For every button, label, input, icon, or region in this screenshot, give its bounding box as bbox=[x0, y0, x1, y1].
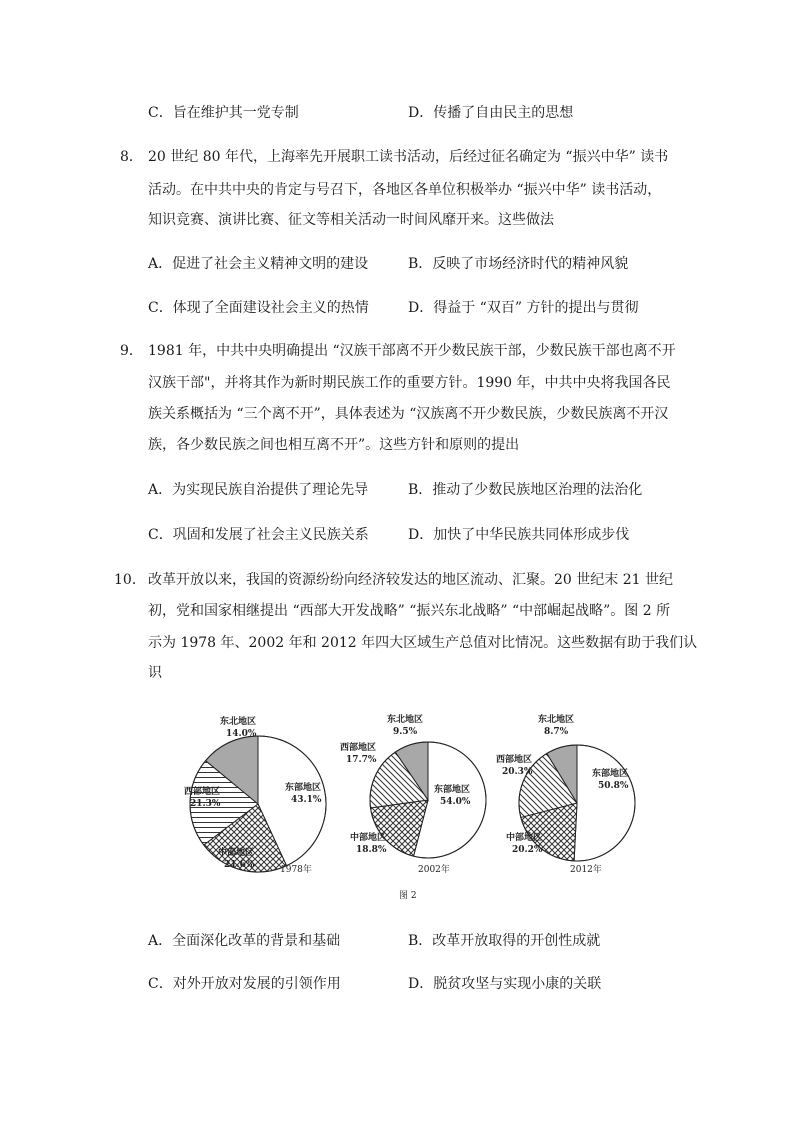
q8-option-c: C．体现了全面建设社会主义的热情 bbox=[148, 300, 369, 316]
pie-value-1978年-西部地区: 21.3% bbox=[190, 799, 221, 809]
q8-option-a: A．促进了社会主义精神文明的建设 bbox=[148, 256, 369, 272]
q8-stem-line-3: 知识竞赛、演讲比赛、征文等相关活动一时间风靡开来。这些做法 bbox=[148, 212, 554, 228]
pie-label-2012年-中部地区: 中部地区 bbox=[506, 833, 543, 843]
q9-option-c: C．巩固和发展了社会主义民族关系 bbox=[148, 527, 369, 543]
q10-option-a: A．全面深化改革的背景和基础 bbox=[148, 933, 341, 949]
regional-gdp-pie-charts bbox=[180, 700, 660, 910]
q9-stem-line-2: 汉族干部"，并将其作为新时期民族工作的重要方针。1990 年，中共中央将我国各民 bbox=[148, 375, 671, 391]
q7-option-c: C．旨在维护其一党专制 bbox=[148, 105, 299, 121]
pie-label-1978年-东部地区: 东部地区 bbox=[285, 783, 322, 793]
pie-value-1978年-中部地区: 21.6% bbox=[224, 860, 255, 870]
pie-label-2002年-东部地区: 东部地区 bbox=[434, 785, 471, 795]
pie-year-1978年: 1978年 bbox=[280, 865, 312, 875]
q10-option-b: B．改革开放取得的开创性成就 bbox=[408, 933, 601, 949]
q10-stem-line-4: 识 bbox=[148, 665, 162, 681]
pie-value-2002年-西部地区: 17.7% bbox=[346, 755, 377, 765]
q10-stem-line-3: 示为 1978 年、2002 年和 2012 年四大区域生产总值对比情况。这些数据有助于我们认 bbox=[148, 635, 698, 651]
q9-option-a: A．为实现民族自治提供了理论先导 bbox=[148, 482, 369, 498]
q8-option-d: D．得益于 “双百” 方针的提出与贯彻 bbox=[408, 300, 639, 316]
q9-stem-line-4: 族，各少数民族之间也相互离不开”。这些方针和原则的提出 bbox=[148, 437, 520, 453]
pie-value-1978年-东部地区: 43.1% bbox=[291, 795, 322, 805]
pie-year-2012年: 2012年 bbox=[570, 865, 602, 875]
q8-stem-line-1: 20 世纪 80 年代，上海率先开展职工读书活动，后经过征名确定为 “振兴中华” 读书 bbox=[148, 149, 669, 165]
q9-option-d: D．加快了中华民族共同体形成步伐 bbox=[408, 527, 630, 543]
pie-slice-2012年-东部地区 bbox=[574, 745, 635, 861]
pie-year-2002年: 2002年 bbox=[418, 865, 450, 875]
q8-number: 8． bbox=[120, 149, 143, 165]
pie-label-2002年-东北地区: 东北地区 bbox=[387, 715, 424, 725]
pie-label-2012年-东部地区: 东部地区 bbox=[592, 769, 629, 779]
pie-label-2012年-西部地区: 西部地区 bbox=[496, 755, 533, 765]
pie-value-2012年-东部地区: 50.8% bbox=[598, 781, 629, 791]
q10-option-c: C．对外开放对发展的引领作用 bbox=[148, 976, 341, 992]
q10-option-d: D．脱贫攻坚与实现小康的关联 bbox=[408, 976, 602, 992]
q10-number: 10． bbox=[114, 572, 146, 588]
q9-stem-line-1: 1981 年，中共中央明确提出 “汉族干部离不开少数民族干部，少数民族干部也离不开 bbox=[148, 343, 676, 359]
q9-stem-line-3: 族关系概括为 “三个离不开”，具体表述为 “汉族离不开少数民族，少数民族离不开汉 bbox=[148, 406, 669, 422]
pie-label-1978年-东北地区: 东北地区 bbox=[220, 717, 257, 727]
pie-value-2002年-东部地区: 54.0% bbox=[440, 797, 471, 807]
pie-value-2002年-中部地区: 18.8% bbox=[356, 845, 387, 855]
pie-value-2012年-中部地区: 20.2% bbox=[512, 845, 543, 855]
pie-label-1978年-西部地区: 西部地区 bbox=[184, 787, 221, 797]
pie-value-1978年-东北地区: 14.0% bbox=[226, 729, 257, 739]
q8-option-b: B．反映了市场经济时代的精神风貌 bbox=[408, 256, 629, 272]
pie-label-2002年-中部地区: 中部地区 bbox=[350, 833, 387, 843]
pie-value-2012年-西部地区: 20.3% bbox=[502, 767, 533, 777]
pie-label-2002年-西部地区: 西部地区 bbox=[340, 743, 377, 753]
q9-option-b: B．推动了少数民族地区治理的法治化 bbox=[408, 482, 643, 498]
pie-value-2012年-东北地区: 8.7% bbox=[544, 727, 569, 737]
figure-caption: 图 2 bbox=[399, 891, 417, 901]
q10-stem-line-1: 改革开放以来，我国的资源纷纷向经济较发达的地区流动、汇聚。20 世纪末 21 世纪 bbox=[148, 572, 673, 588]
q7-option-d: D．传播了自由民主的思想 bbox=[408, 105, 574, 121]
pie-value-2002年-东北地区: 9.5% bbox=[393, 727, 418, 737]
pie-label-2012年-东北地区: 东北地区 bbox=[538, 715, 575, 725]
pie-label-1978年-中部地区: 中部地区 bbox=[218, 848, 255, 858]
q9-number: 9． bbox=[120, 343, 143, 359]
q8-stem-line-2: 活动。在中共中央的肯定与号召下，各地区各单位积极举办 “振兴中华” 读书活动， bbox=[148, 182, 662, 198]
q10-stem-line-2: 初，党和国家相继提出 “西部大开发战略” “振兴东北战略” “中部崛起战略”。图 2 所 bbox=[148, 603, 671, 619]
